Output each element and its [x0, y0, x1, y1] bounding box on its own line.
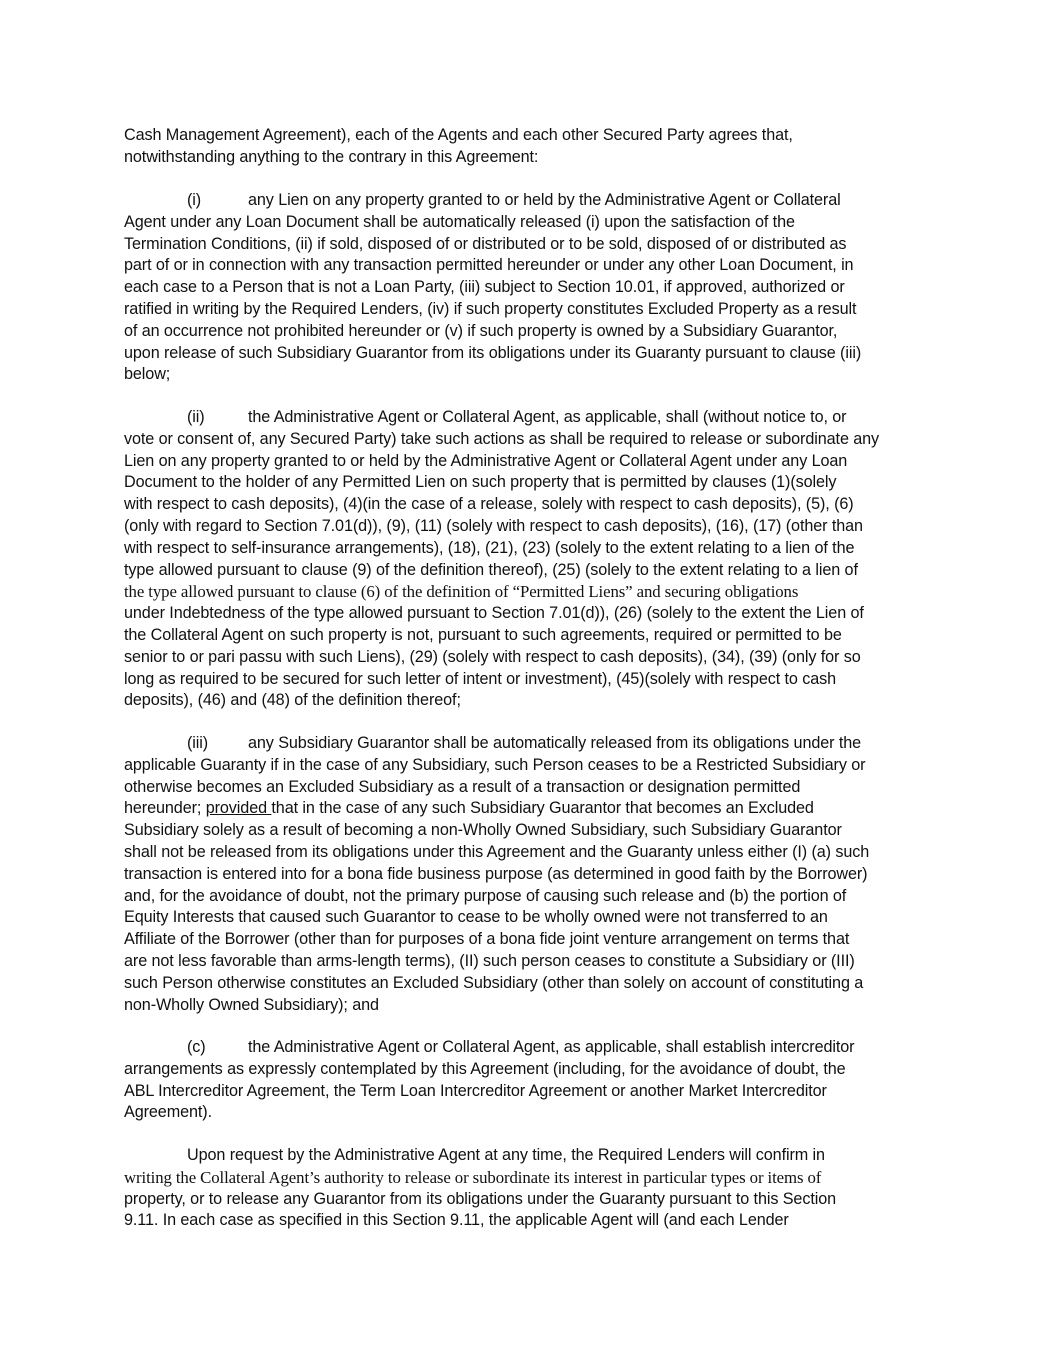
closing-first-line: Upon request by the Administrative Agent at any time, the Required Lenders will confirm in — [187, 1146, 825, 1164]
text-line: notwithstanding anything to the contrary in this Agreement: — [124, 147, 539, 166]
text-line: upon release of such Subsidiary Guarantor from its obligations under its Guaranty pursuant to clause (iii) — [124, 343, 862, 362]
text-line: such Person otherwise constitutes an Excluded Subsidiary (other than solely on account of constituting a — [124, 973, 864, 992]
text-line: Document to the holder of any Permitted Lien on such property that is permitted by clauses (1)(solely — [124, 473, 837, 492]
clause-c — [124, 1037, 936, 1124]
text-line: under Indebtedness of the type allowed pursuant to Section 7.01(d)), (26) (solely to the extent the Lien of — [124, 604, 864, 623]
text-line: transaction is entered into for a bona fide business purpose (as determined in good faith by the Borrower) — [124, 864, 868, 883]
text-line: long as required to be secured for such letter of intent or investment), (45)(solely with respect to cash — [124, 669, 836, 688]
text-line: otherwise becomes an Excluded Subsidiary as a result of a transaction or designation permitted — [124, 777, 801, 796]
text-line: Equity Interests that caused such Guarantor to cease to be wholly owned were not transferred to an — [124, 908, 828, 927]
text-line: Affiliate of the Borrower (other than for purposes of a bona fide joint venture arrangement on terms that — [124, 930, 850, 949]
text-line: arrangements as expressly contemplated by this Agreement (including, for the avoidance of doubt, the — [124, 1059, 846, 1078]
text-line: (only with regard to Section 7.01(d)), (9), (11) (solely with respect to cash deposits), (16), (17) (other than — [124, 516, 863, 535]
text-line: and, for the avoidance of doubt, not the primary purpose of causing such release and (b) the portion of — [124, 886, 847, 905]
text-line: of an occurrence not prohibited hereunder or (v) if such property is owned by a Subsidiary Guarantor, — [124, 321, 838, 340]
text-line: writing the Collateral Agent’s authority to release or subordinate its interest in particular types or items of — [124, 1167, 822, 1187]
text-line: each case to a Person that is not a Loan Party, (iii) subject to Section 10.01, if approved, authorized or — [124, 278, 845, 297]
clause-i — [124, 190, 936, 386]
clause-iii-first-line: (iii) any Subsidiary Guarantor shall be automatically released from its obligations under the — [124, 733, 936, 755]
text-line: Subsidiary solely as a result of becoming a non-Wholly Owned Subsidiary, such Subsidiary Guarantor — [124, 821, 842, 840]
text-line: shall not be released from its obligations under this Agreement and the Guaranty unless either (I) (a) such — [124, 842, 870, 861]
text-line: ABL Intercreditor Agreement, the Term Loan Intercreditor Agreement or another Market Intercreditor — [124, 1081, 827, 1100]
text-line: property, or to release any Guarantor from its obligations under the Guaranty pursuant to this Section — [124, 1189, 837, 1208]
clause-i-first-line: (i) any Lien on any property granted to or held by the Administrative Agent or Collateral — [124, 190, 936, 212]
text-line: Lien on any property granted to or held by the Administrative Agent or Collateral Agent under any Loan — [124, 451, 848, 470]
text-line: deposits), (46) and (48) of the definition thereof; — [124, 691, 461, 710]
text-line: are not less favorable than arms-length terms), (II) such person ceases to constitute a Subsidiary or (III) — [124, 951, 855, 970]
clause-label: (iii) — [187, 734, 209, 752]
text-line: non-Wholly Owned Subsidiary); and — [124, 995, 379, 1014]
text-line: Agent under any Loan Document shall be automatically released (i) upon the satisfaction of the — [124, 212, 795, 231]
intro-paragraph — [124, 125, 936, 169]
text-line: senior to or pari passu with such Liens), (29) (solely with respect to cash deposits), (34), (39) (only for so — [124, 647, 861, 666]
text-line: vote or consent of, any Secured Party) take such actions as shall be required to release or subordinate any — [124, 429, 880, 448]
text-line: part of or in connection with any transaction permitted hereunder or under any other Loan Document, in — [124, 256, 854, 275]
text-line: with respect to self-insurance arrangements), (18), (21), (23) (solely to the extent relating to a lien of the — [124, 538, 855, 557]
text-line: ratified in writing by the Required Lenders, (iv) if such property constitutes Excluded Property as a result — [124, 299, 857, 318]
provided-line: hereunder; provided that in the case of any such Subsidiary Guarantor that becomes an Excluded — [124, 799, 814, 818]
clause-label: (ii) — [187, 408, 205, 426]
text-line: with respect to cash deposits), (4)(in the case of a release, solely with respect to cash deposits), (5), (6) — [124, 495, 854, 514]
text-line: type allowed pursuant to clause (9) of the definition thereof), (25) (solely to the extent relating to a lien of — [124, 560, 858, 579]
clause-label: (i) — [187, 191, 202, 209]
text-line: Termination Conditions, (ii) if sold, disposed of or distributed or to be sold, disposed of or distributed as — [124, 234, 847, 253]
clause-ii-first-line: (ii) the Administrative Agent or Collateral Agent, as applicable, shall (without notice to, or — [124, 407, 936, 429]
text-line: Agreement). — [124, 1103, 212, 1122]
text-line: Cash Management Agreement), each of the Agents and each other Secured Party agrees that, — [124, 126, 793, 144]
clause-iii — [124, 733, 936, 1016]
closing-paragraph — [124, 1145, 936, 1232]
provided-term: provided — [205, 799, 272, 818]
text-line: 9.11. In each case as specified in this Section 9.11, the applicable Agent will (and each Lender — [124, 1211, 789, 1230]
clause-c-first-line: (c) the Administrative Agent or Collateral Agent, as applicable, shall establish intercreditor — [124, 1037, 936, 1059]
clause-ii — [124, 407, 936, 712]
text-line: below; — [124, 365, 171, 384]
text-line: the Collateral Agent on such property is not, pursuant to such agreements, required or permitted to be — [124, 625, 842, 644]
text-line: applicable Guaranty if in the case of any Subsidiary, such Person ceases to be a Restricted Subsidiary or — [124, 755, 866, 774]
clause-label: (c) — [187, 1038, 206, 1056]
text-line: the type allowed pursuant to clause (6) of the definition of “Permitted Liens” and securing obligations — [124, 582, 799, 602]
